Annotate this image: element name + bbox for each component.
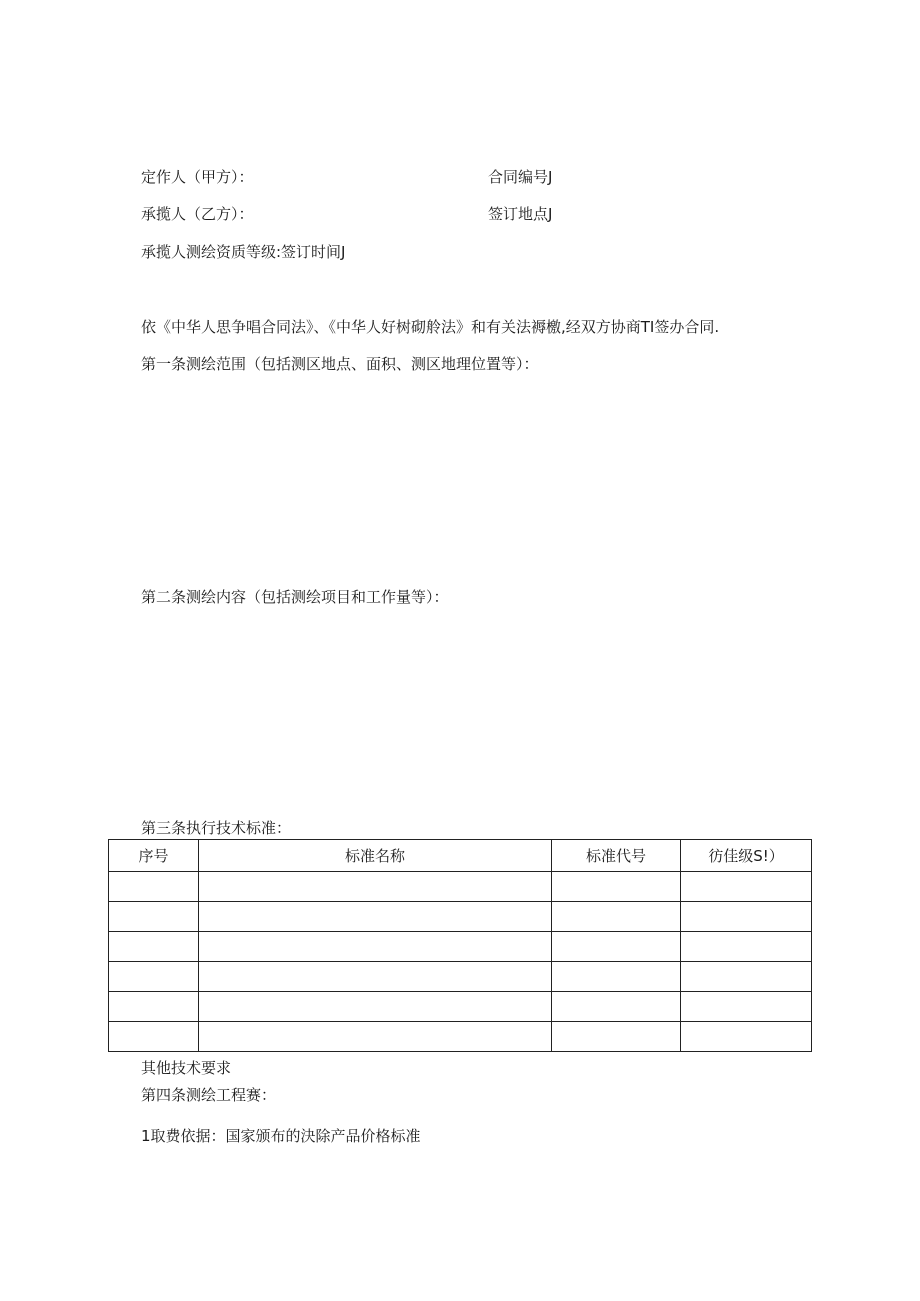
table-cell[interactable] xyxy=(681,962,812,992)
table-cell[interactable] xyxy=(552,872,681,902)
table-row xyxy=(109,932,812,962)
table-row xyxy=(109,962,812,992)
header-standard-code: 标准代号 xyxy=(552,840,681,872)
table-cell[interactable] xyxy=(199,992,552,1022)
table-cell[interactable] xyxy=(552,992,681,1022)
table-row xyxy=(109,872,812,902)
sign-place-label: 签订地点J xyxy=(488,205,553,223)
table-header-row xyxy=(109,840,812,872)
intro-paragraph: 依《中华人思争唱合同法》、《中华人好树砌舲法》和有关法褥檄,经双方协商TI签办合同. xyxy=(141,318,720,336)
table-cell[interactable] xyxy=(109,962,199,992)
table-cell[interactable] xyxy=(109,992,199,1022)
table-cell[interactable] xyxy=(552,1022,681,1052)
party-a-label: 定作人（甲方）： xyxy=(141,168,254,186)
qualification-label: 承揽人测绘资质等级:签订时间J xyxy=(141,243,346,261)
header-standard-name: 标准名称 xyxy=(199,840,552,872)
table-cell[interactable] xyxy=(199,932,552,962)
table-cell[interactable] xyxy=(109,902,199,932)
table-cell[interactable] xyxy=(681,1022,812,1052)
table-row xyxy=(109,1022,812,1052)
table-row xyxy=(109,902,812,932)
article-3-heading: 第三条执行技术标准： xyxy=(141,819,292,837)
article-4-heading: 第四条测绘工程赛： xyxy=(141,1086,277,1104)
article-2-heading: 第二条测绘内容（包括测绘项目和工作量等）： xyxy=(141,588,449,606)
header-standard-level: 彷佳级S!） xyxy=(681,840,812,872)
header-index: 序号 xyxy=(109,840,199,872)
table-cell[interactable] xyxy=(109,932,199,962)
table-cell[interactable] xyxy=(199,1022,552,1052)
party-b-label: 承揽人（乙方）： xyxy=(141,205,254,223)
table-cell[interactable] xyxy=(681,902,812,932)
table-cell[interactable] xyxy=(552,932,681,962)
table-cell[interactable] xyxy=(552,902,681,932)
table-cell[interactable] xyxy=(681,932,812,962)
table-cell[interactable] xyxy=(199,962,552,992)
table-cell[interactable] xyxy=(552,962,681,992)
table-cell[interactable] xyxy=(199,872,552,902)
other-requirements-label: 其他技术要求 xyxy=(141,1059,232,1077)
contract-no-label: 合同编号J xyxy=(488,168,553,186)
standards-table xyxy=(108,839,812,1052)
table-cell[interactable] xyxy=(681,872,812,902)
table-row xyxy=(109,992,812,1022)
table-cell[interactable] xyxy=(681,992,812,1022)
fee-basis-line: 1取费依据：国家颁布的決除产品价格标准 xyxy=(141,1127,421,1145)
table-cell[interactable] xyxy=(109,872,199,902)
table-cell[interactable] xyxy=(199,902,552,932)
article-1-heading: 第一条测绘范围（包括测区地点、面积、测区地理位置等）： xyxy=(141,355,539,373)
table-cell[interactable] xyxy=(109,1022,199,1052)
